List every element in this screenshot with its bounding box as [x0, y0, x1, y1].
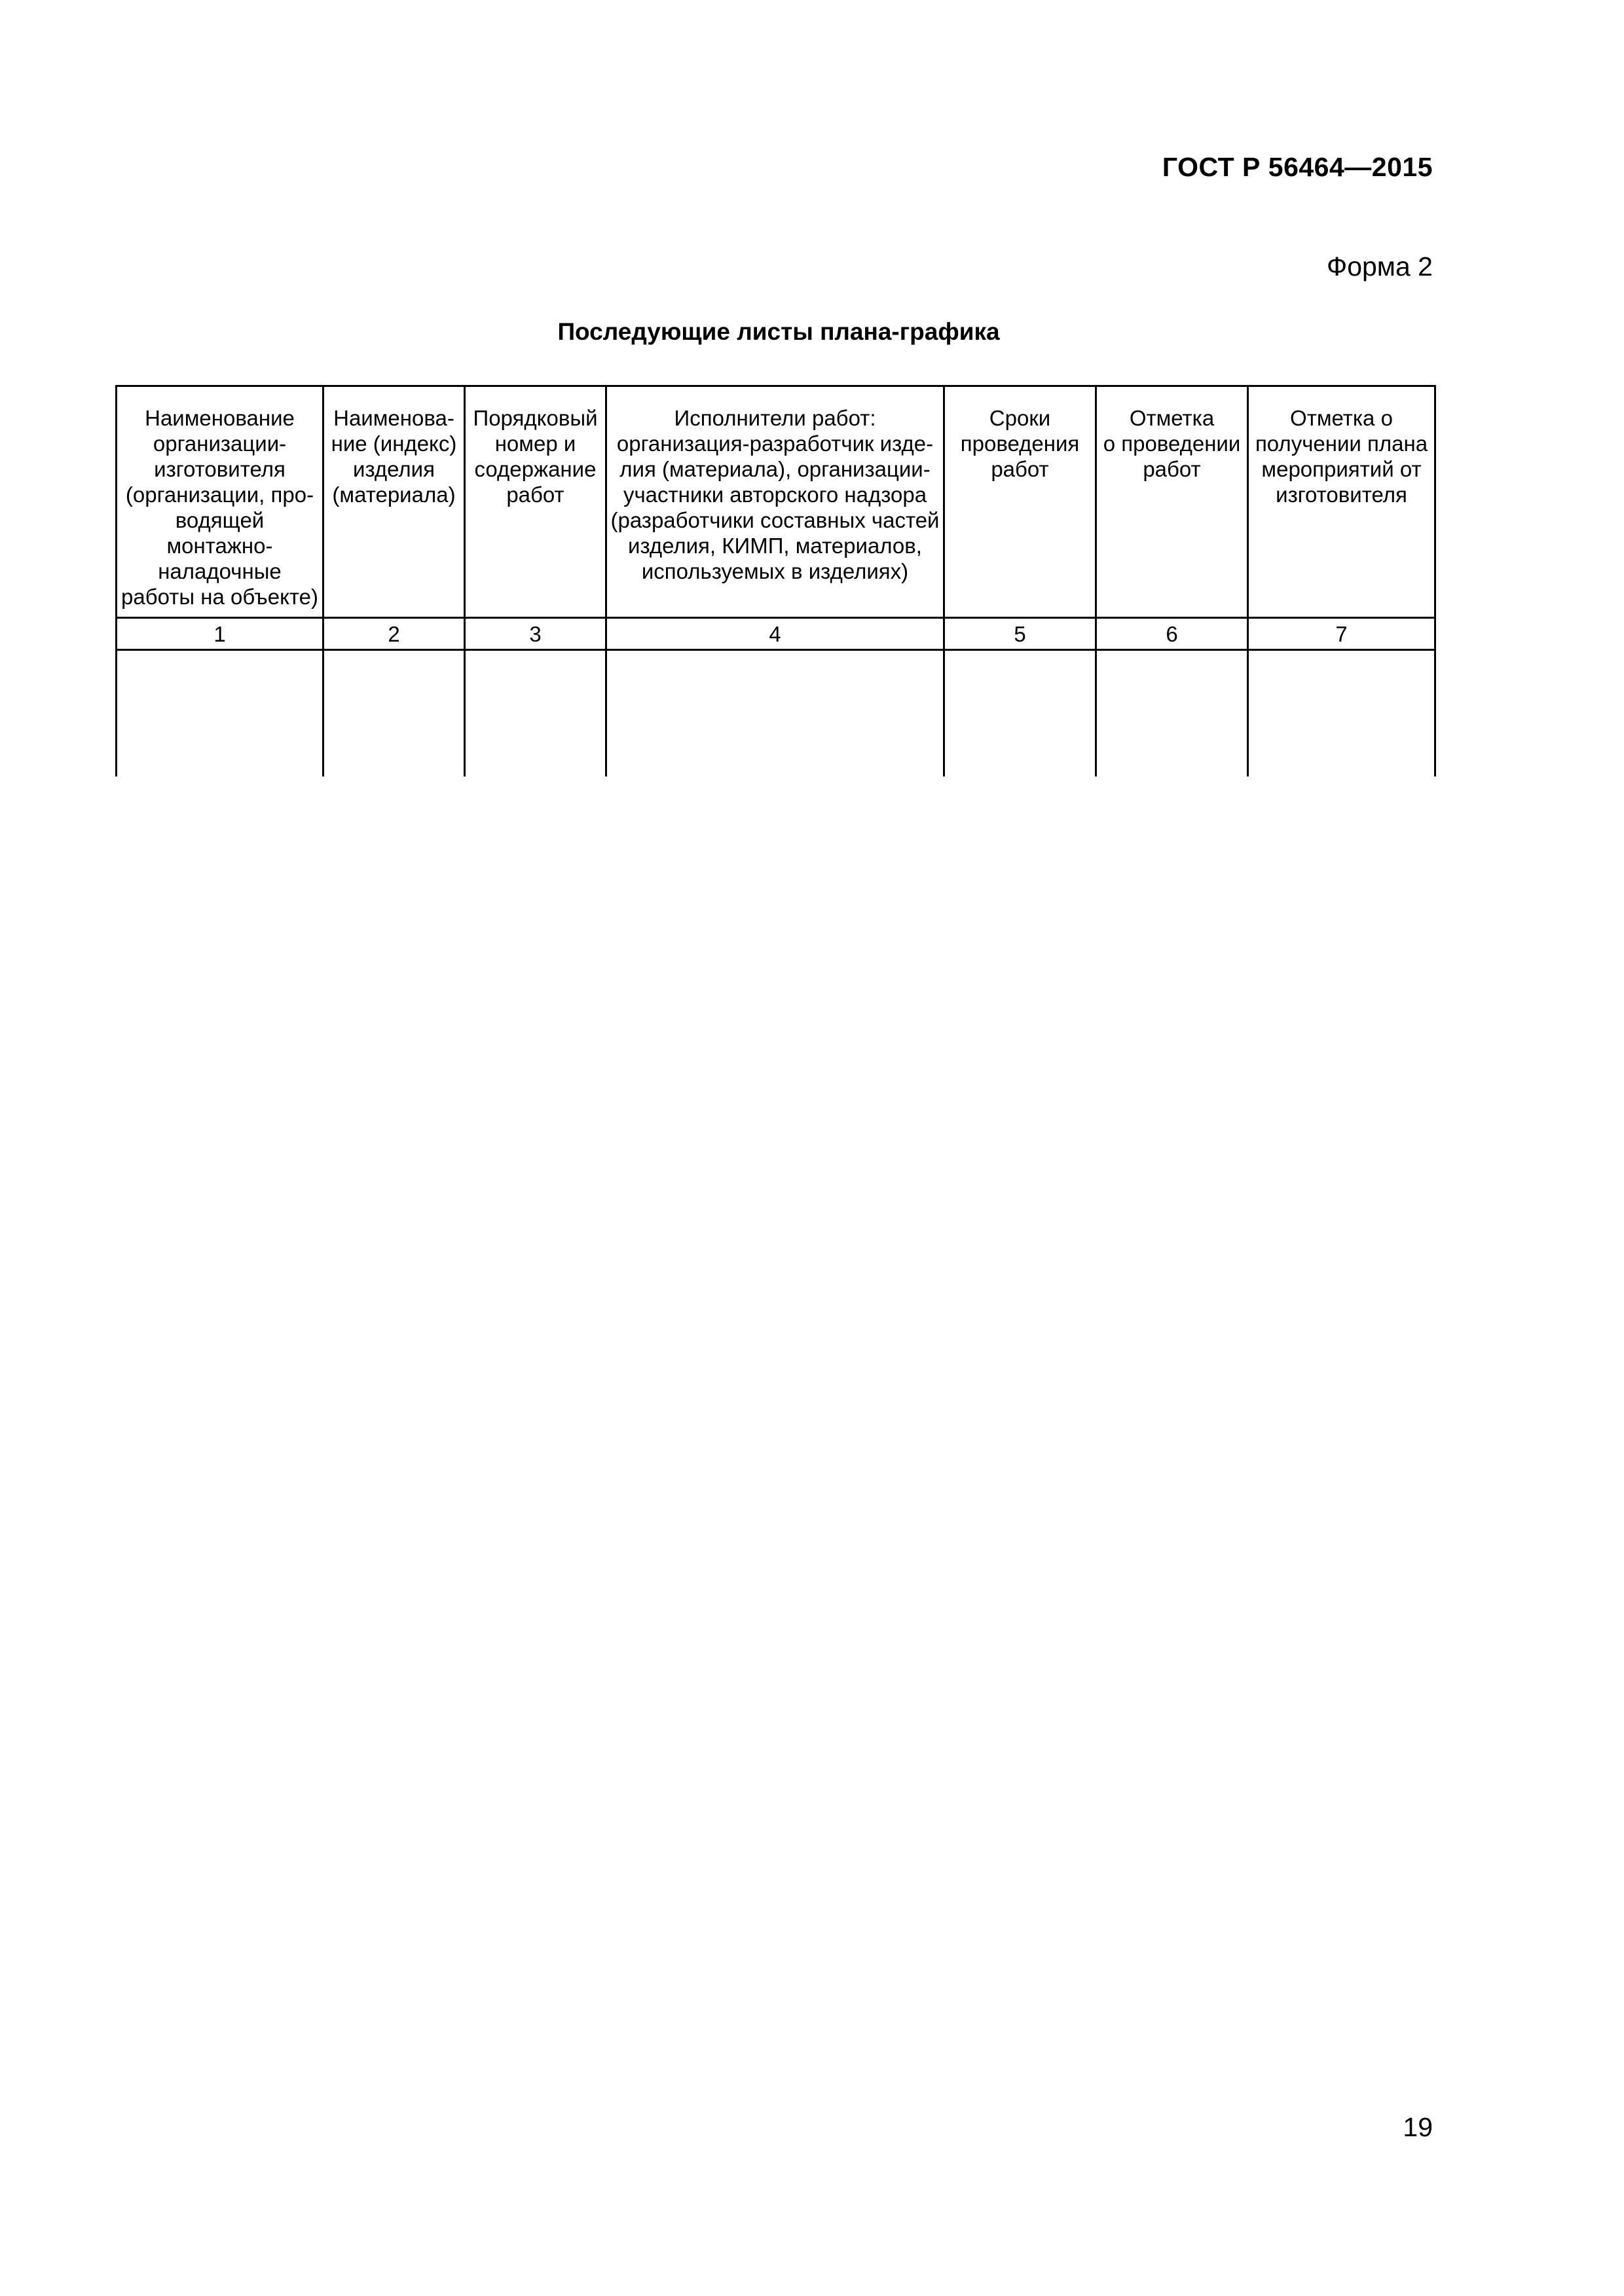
header-label: Отметка о проведении работ	[1103, 406, 1241, 481]
table-cell	[606, 650, 944, 777]
table-row	[117, 650, 1435, 777]
column-number: 3	[465, 618, 606, 650]
table-cell	[1248, 650, 1435, 777]
column-number: 6	[1096, 618, 1248, 650]
header-label: Сроки проведения работ	[960, 406, 1080, 481]
column-header-work-number	[465, 386, 606, 618]
table-body	[117, 618, 1435, 777]
column-number: 4	[606, 618, 944, 650]
schedule-table	[115, 385, 1436, 776]
header-label: Порядковый номер и содержание работ	[473, 406, 598, 507]
header-label: Наименова- ние (индекс) изделия (материала)	[331, 406, 457, 507]
table-cell	[944, 650, 1096, 777]
header-label: Наименование организации- изготовителя (организации, про- водящей монтажно- наладочные работы на объекте)	[120, 406, 318, 609]
column-number: 5	[944, 618, 1096, 650]
table-cell	[323, 650, 465, 777]
column-header-deadlines	[944, 386, 1096, 618]
standard-code: ГОСТ Р 56464—2015	[1162, 152, 1433, 182]
header-label: Исполнители работ: организация-разработчик изде- лия (материала), организации- участники авторского надзора (разработчики составных частей изделия, КИМП, материалов, используемых в изделиях)	[610, 406, 940, 583]
column-header-completion-mark	[1096, 386, 1248, 618]
table-cell	[117, 650, 323, 777]
table-cell	[1096, 650, 1248, 777]
sheet-title: Последующие листы плана-графика	[557, 318, 1000, 345]
column-header-product	[323, 386, 465, 618]
column-number: 7	[1248, 618, 1435, 650]
column-header-organization	[117, 386, 323, 618]
page-number: 19	[1403, 2112, 1433, 2142]
column-header-receipt-mark	[1248, 386, 1435, 618]
table-cell	[465, 650, 606, 777]
header-label: Отметка о получении плана мероприятий от изготовителя	[1255, 406, 1428, 507]
header-row	[117, 386, 1435, 618]
column-number: 1	[117, 618, 323, 650]
column-header-executors	[606, 386, 944, 618]
form-label: Форма 2	[1327, 251, 1433, 282]
table-header	[117, 386, 1435, 618]
column-number-row	[117, 618, 1435, 650]
column-number: 2	[323, 618, 465, 650]
